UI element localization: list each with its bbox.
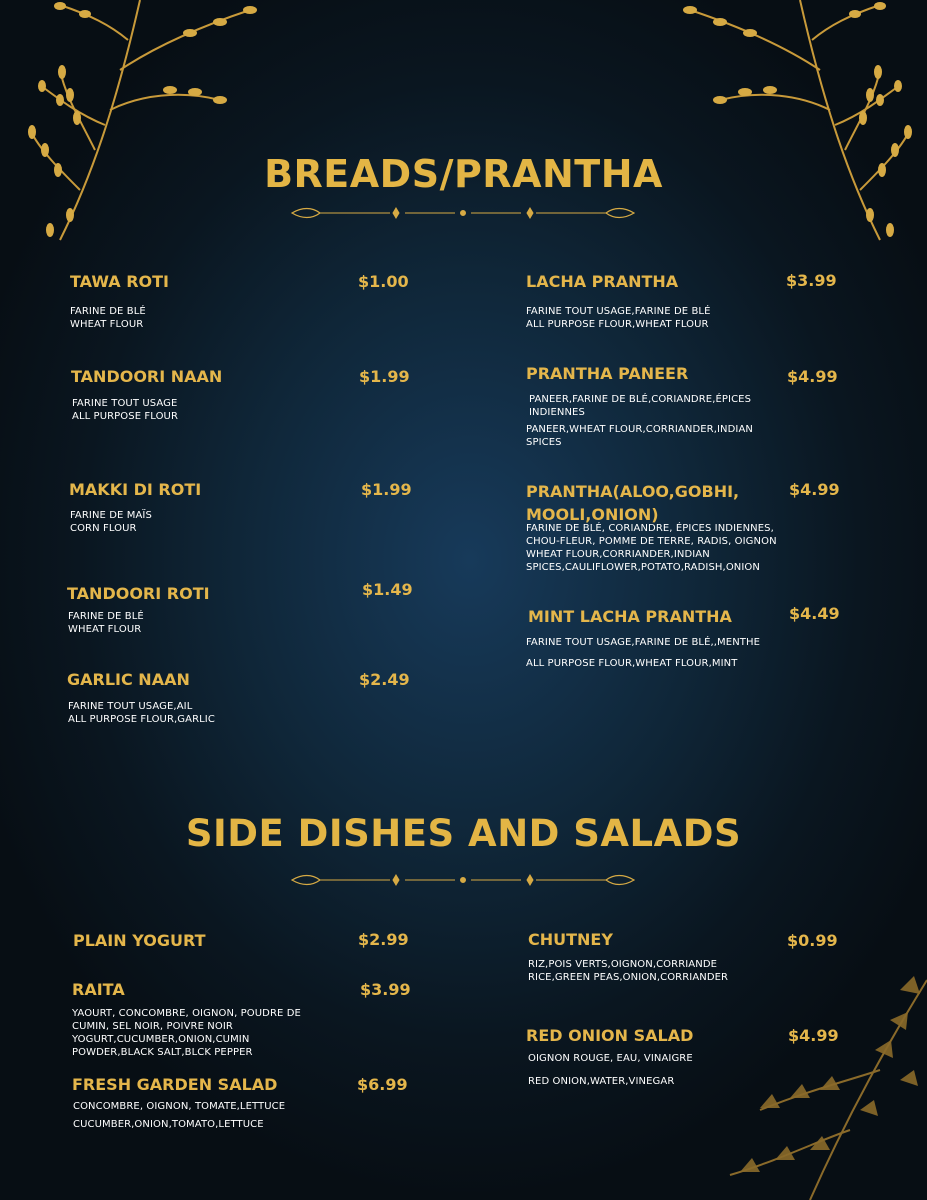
item-name: TANDOORI ROTI <box>67 584 210 603</box>
item-desc <box>526 305 786 331</box>
item-desc <box>72 397 332 423</box>
desc-line: FARINE TOUT USAGE <box>72 398 178 409</box>
item-price: $2.99 <box>358 930 409 949</box>
desc-line: RICE,GREEN PEAS,ONION,CORRIANDER <box>528 972 729 983</box>
item-name: RAITA <box>72 980 125 999</box>
desc-line: WHEAT FLOUR <box>70 319 144 330</box>
item-price: $6.99 <box>357 1075 408 1094</box>
item-name: LACHA PRANTHA <box>526 272 679 291</box>
item-name: PRANTHA(ALOO,GOBHI, MOOLI,ONION) <box>526 482 740 524</box>
item-desc <box>70 509 330 535</box>
ornament-divider-icon <box>290 873 636 887</box>
desc-line: RIZ,POIS VERTS,OIGNON,CORRIANDE <box>528 959 718 970</box>
item-price: $4.49 <box>789 604 840 623</box>
section-title-breads: BREADS/PRANTHA <box>264 152 663 196</box>
desc-line: WHEAT FLOUR <box>68 624 142 635</box>
item-price: $3.99 <box>786 271 837 290</box>
item-price: $2.49 <box>359 670 410 689</box>
item-desc <box>68 610 328 636</box>
item-price: $1.99 <box>361 480 412 499</box>
gold-branch-top-left-icon <box>20 0 280 250</box>
item-price: $4.99 <box>788 1026 839 1045</box>
item-desc <box>526 393 766 449</box>
item-price: $0.99 <box>787 931 838 950</box>
item-desc <box>526 522 782 574</box>
item-name: MAKKI DI ROTI <box>69 480 202 499</box>
desc-line: ALL PURPOSE FLOUR,WHEAT FLOUR,MINT <box>526 658 738 669</box>
desc-line: PANEER,WHEAT FLOUR,CORRIANDER,INDIAN SPICES <box>526 424 754 448</box>
item-desc <box>70 305 330 331</box>
item-name: PRANTHA PANEER <box>526 364 689 383</box>
desc-line: FARINE TOUT USAGE,FARINE DE BLÉ,,MENTHE <box>526 637 761 648</box>
ornament-divider-icon <box>290 206 636 220</box>
desc-line: FARINE DE MAÏS <box>70 510 152 521</box>
desc-line: CUCUMBER,ONION,TOMATO,LETTUCE <box>73 1119 264 1130</box>
desc-line: FARINE TOUT USAGE,FARINE DE BLÉ <box>526 306 711 317</box>
desc-line: FARINE TOUT USAGE,AIL <box>68 701 193 712</box>
desc-line: RED ONION,WATER,VINEGAR <box>528 1076 675 1087</box>
desc-line: YAOURT, CONCOMBRE, OIGNON, POUDRE DE CUMIN, SEL NOIR, POIVRE NOIR YOGURT,CUCUMBER,ONION,CUMIN POWDER,BLACK SALT,BLCK PEPPER <box>72 1008 301 1058</box>
desc-line: PANEER,FARINE DE BLÉ,CORIANDRE,ÉPICES INDIENNES <box>529 394 752 418</box>
item-desc <box>68 700 328 726</box>
item-desc <box>72 1007 312 1059</box>
desc-line: CONCOMBRE, OIGNON, TOMATE,LETTUCE <box>73 1101 286 1112</box>
item-name: CHUTNEY <box>528 930 613 949</box>
desc-line: FARINE DE BLÉ <box>70 306 146 317</box>
item-name: TANDOORI NAAN <box>71 367 223 386</box>
item-price: $4.99 <box>787 367 838 386</box>
item-desc <box>528 958 788 984</box>
item-name: FRESH GARDEN SALAD <box>72 1075 278 1094</box>
item-name: RED ONION SALAD <box>526 1026 694 1045</box>
desc-line: ALL PURPOSE FLOUR,GARLIC <box>68 714 215 725</box>
item-desc <box>526 636 806 670</box>
item-name: PLAIN YOGURT <box>73 931 206 950</box>
desc-line: ALL PURPOSE FLOUR,WHEAT FLOUR <box>526 319 709 330</box>
item-desc <box>528 1052 788 1088</box>
item-price: $1.99 <box>359 367 410 386</box>
desc-line: ALL PURPOSE FLOUR <box>72 411 179 422</box>
desc-line: OIGNON ROUGE, EAU, VINAIGRE <box>528 1053 693 1064</box>
desc-line: FARINE DE BLÉ, CORIANDRE, ÉPICES INDIENNES, CHOU-FLEUR, POMME DE TERRE, RADIS, OIGNON WHEAT FLOUR,CORRIANDER,INDIAN SPICES,CAULIFLOWER,POTATO,RADISH,ONION <box>526 523 777 573</box>
section-title-sides: SIDE DISHES AND SALADS <box>185 812 742 855</box>
item-price: $3.99 <box>360 980 411 999</box>
item-name: TAWA ROTI <box>70 272 170 291</box>
desc-line: CORN FLOUR <box>70 523 137 534</box>
gold-branch-top-right-icon <box>660 0 920 250</box>
desc-line: FARINE DE BLÉ <box>68 611 144 622</box>
item-price: $1.49 <box>362 580 413 599</box>
item-name: GARLIC NAAN <box>67 670 190 689</box>
item-desc <box>73 1100 333 1131</box>
item-price: $4.99 <box>789 480 840 499</box>
item-price: $1.00 <box>358 272 409 291</box>
item-name: MINT LACHA PRANTHA <box>528 607 732 626</box>
